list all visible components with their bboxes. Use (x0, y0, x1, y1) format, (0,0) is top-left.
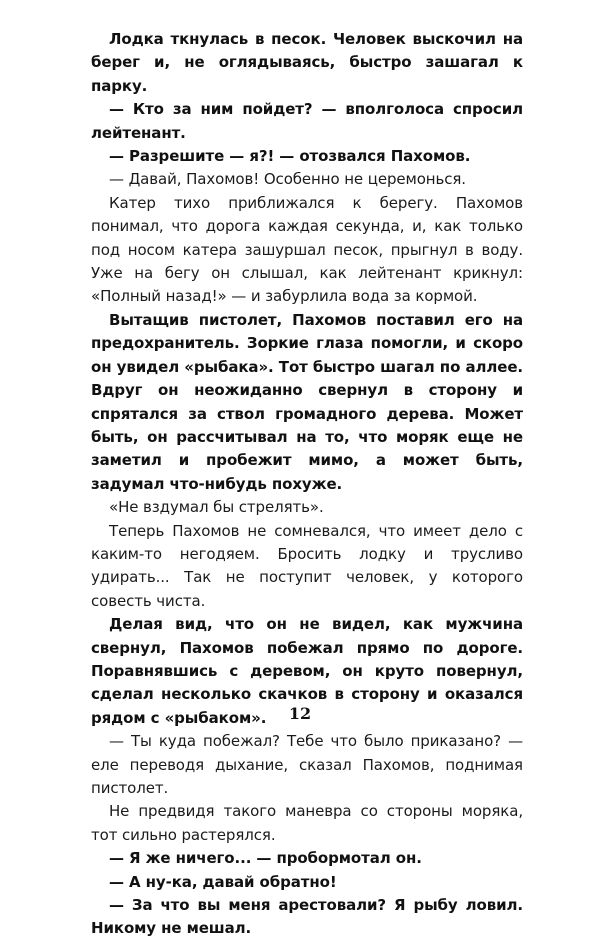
body-text (91, 28, 523, 941)
paragraph: Теперь Пахомов не сомневался, что имеет дело с каким-то негодяем. Бросить лодку и трусливо удирать... Так не поступит человек, у которого совесть чиста. (91, 521, 523, 610)
paragraph: — Разрешите — я?! — отозвался Пахомов. (109, 147, 471, 166)
paragraph: — А ну-ка, давай обратно! (109, 872, 337, 891)
page-number: 12 (288, 704, 312, 723)
paragraph: Катер тихо приближался к берегу. Пахомов понимал, что дорога каждая секунда, и, как только под носом катера зашуршал песок, прыгнул в воду. Уже на бегу он слышал, как лейтенант крикнул: «Полный назад!» — и забурлила вода за кормой. (91, 193, 523, 306)
paragraph: — Давай, Пахомов! Особенно не церемонься. (109, 170, 466, 189)
paragraph: Лодка ткнулась в песок. Человек выскочил на берег и, не оглядываясь, быстро зашагал к парку. (91, 30, 523, 95)
paragraph: — За что вы меня арестовали? Я рыбу ловил. Никому не мешал. (91, 896, 523, 938)
paragraph: Не предвидя такого маневра со стороны моряка, тот сильно растерялся. (91, 802, 523, 844)
paragraph: Делая вид, что он не видел, как мужчина свернул, Пахомов побежал прямо по дороге. Поравнявшись с деревом, он круто повернул, сделал несколько скачков в сторону и оказался рядом с «рыбаком». (91, 615, 523, 727)
paragraph: Вытащив пистолет, Пахомов поставил его на предохранитель. Зоркие глаза помогли, и скоро он увидел «рыбака». Тот быстро шагал по аллее. Вдруг он неожиданно свернул в сторону и спрятался за ствол громадного дерева. Может быть, он рассчитывал на то, что моряк еще не заметил и пробежит мимо, а может быть, задумал что-нибудь похуже. (91, 310, 523, 493)
paragraph: — Я же ничего... — пробормотал он. (109, 849, 422, 868)
paragraph: — Кто за ним пойдет? — вполголоса спросил лейтенант. (91, 100, 523, 142)
paragraph: — Ты куда побежал? Тебе что было приказано? — еле переводя дыхание, сказал Пахомов, поднимая пистолет. (91, 732, 523, 797)
paragraph: «Не вздумал бы стрелять». (109, 498, 324, 517)
